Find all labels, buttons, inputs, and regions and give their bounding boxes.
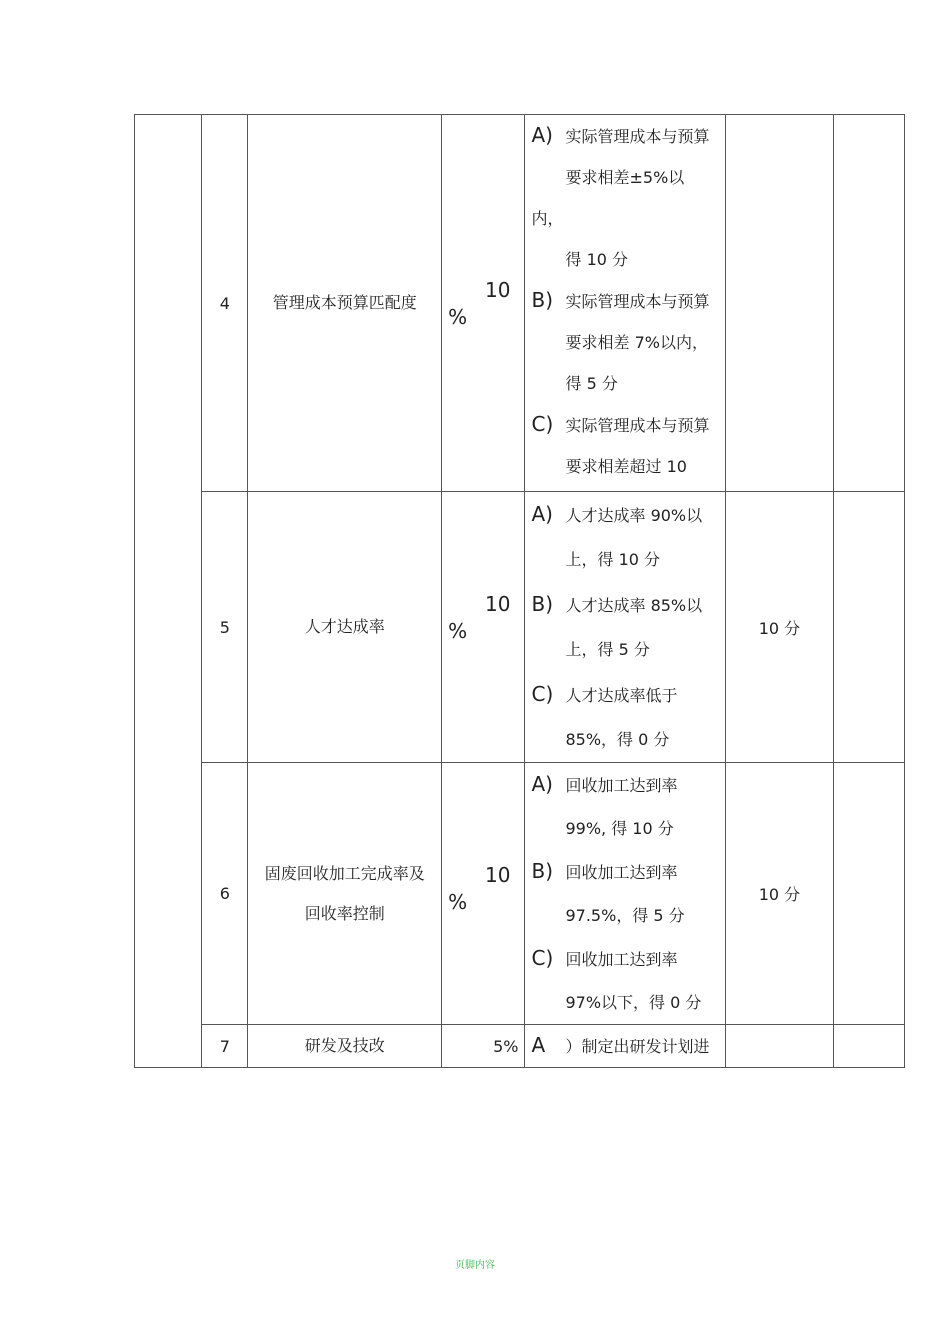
criteria-line bbox=[531, 363, 721, 404]
criteria-text: 上，得 5 分 bbox=[565, 640, 650, 659]
row-number: 5 bbox=[202, 492, 248, 763]
criteria-option-letter: B) bbox=[531, 592, 554, 616]
criteria-line bbox=[531, 492, 721, 538]
criteria-line bbox=[531, 628, 721, 672]
weight-value: 10 bbox=[485, 278, 511, 302]
indicator-name-line: 管理成本预算匹配度 bbox=[272, 293, 417, 312]
criteria-option-letter: A bbox=[531, 1033, 546, 1057]
table-row bbox=[135, 492, 905, 763]
criteria-cell bbox=[525, 763, 726, 1025]
score-cell bbox=[726, 115, 833, 492]
criteria-cell bbox=[525, 492, 726, 763]
criteria-text: 人才达成率低于 bbox=[565, 686, 678, 705]
row-number: 4 bbox=[202, 115, 248, 492]
criteria-option-letter: C) bbox=[531, 946, 554, 970]
page-footer: 页脚内容 bbox=[455, 1260, 495, 1271]
criteria-text: 实际管理成本与预算 bbox=[565, 127, 710, 146]
score-value: 10 分 bbox=[758, 885, 801, 904]
indicator-name bbox=[248, 763, 442, 1025]
criteria-line bbox=[531, 718, 721, 762]
remark-cell bbox=[833, 115, 904, 492]
weight-cell: 5% bbox=[442, 1025, 525, 1068]
criteria-text: 实际管理成本与预算 bbox=[565, 416, 710, 435]
criteria-line bbox=[531, 937, 721, 981]
criteria-text: 要求相差 7%以内， bbox=[565, 333, 708, 352]
remark-cell bbox=[833, 763, 904, 1025]
criteria-text: 要求相差±5%以 bbox=[565, 168, 685, 187]
criteria-line bbox=[531, 280, 721, 322]
indicator-name bbox=[248, 1025, 442, 1068]
criteria-option-letter: C) bbox=[531, 412, 554, 436]
criteria-line bbox=[531, 538, 721, 582]
criteria-option-letter: A) bbox=[531, 502, 553, 526]
criteria-text: 99%, 得 10 分 bbox=[565, 819, 674, 838]
criteria-option-letter: A) bbox=[531, 123, 553, 147]
remark-cell bbox=[833, 492, 904, 763]
table-row bbox=[135, 115, 905, 492]
criteria-line bbox=[531, 850, 721, 894]
indicator-name-line: 回收率控制 bbox=[304, 903, 385, 923]
table-row bbox=[135, 763, 905, 1025]
criteria-line bbox=[531, 115, 721, 157]
criteria-option-letter: C) bbox=[531, 682, 554, 706]
criteria-text: ）制定出研发计划进 bbox=[565, 1037, 710, 1056]
row-number: 7 bbox=[202, 1025, 248, 1068]
indicator-name bbox=[248, 492, 442, 763]
criteria-line bbox=[531, 582, 721, 628]
criteria-line bbox=[531, 446, 721, 487]
criteria-text: 人才达成率 90%以 bbox=[565, 506, 703, 525]
criteria-text: 实际管理成本与预算 bbox=[565, 292, 710, 311]
criteria-line bbox=[531, 322, 721, 363]
score-cell bbox=[726, 492, 833, 763]
weight-cell bbox=[442, 763, 525, 1025]
criteria-line bbox=[531, 807, 721, 850]
criteria-option-letter: B) bbox=[531, 288, 554, 312]
criteria-text: 上，得 10 分 bbox=[565, 550, 661, 569]
score-value: 10 分 bbox=[758, 618, 801, 638]
criteria-line bbox=[531, 672, 721, 718]
indicator-name-line: 研发及技改 bbox=[304, 1036, 385, 1055]
criteria-cell bbox=[525, 115, 726, 492]
criteria-line bbox=[531, 981, 721, 1024]
kpi-table bbox=[134, 114, 905, 1068]
criteria-text: 回收加工达到率 bbox=[565, 863, 678, 882]
criteria-cell bbox=[525, 1025, 726, 1068]
indicator-name bbox=[248, 115, 442, 492]
criteria-option-letter: A) bbox=[531, 772, 553, 796]
score-cell bbox=[726, 1025, 833, 1068]
score-cell bbox=[726, 763, 833, 1025]
category-cell bbox=[135, 115, 202, 1068]
criteria-line bbox=[531, 894, 721, 937]
criteria-text: 97.5%，得 5 分 bbox=[565, 906, 685, 925]
weight-cell bbox=[442, 115, 525, 492]
weight-cell bbox=[442, 492, 525, 763]
criteria-text: 97%以下，得 0 分 bbox=[565, 993, 702, 1012]
criteria-text: 人才达成率 85%以 bbox=[565, 596, 703, 615]
criteria-line bbox=[531, 763, 721, 807]
row-number: 6 bbox=[202, 763, 248, 1025]
criteria-text: 内， bbox=[531, 209, 564, 228]
criteria-text: 要求相差超过 10 bbox=[565, 457, 687, 476]
criteria-line bbox=[531, 1025, 721, 1067]
criteria-line bbox=[531, 239, 721, 280]
table-row bbox=[135, 1025, 905, 1068]
criteria-line bbox=[531, 198, 721, 239]
weight-value: 10 bbox=[485, 863, 511, 887]
criteria-line bbox=[531, 404, 721, 446]
criteria-text: 85%，得 0 分 bbox=[565, 730, 670, 749]
indicator-name-line: 固废回收加工完成率及 bbox=[264, 863, 425, 883]
remark-cell bbox=[833, 1025, 904, 1068]
criteria-line bbox=[531, 157, 721, 198]
criteria-text: 回收加工达到率 bbox=[565, 950, 678, 969]
weight-value: 10 bbox=[485, 592, 511, 616]
indicator-name-line: 人才达成率 bbox=[304, 617, 385, 636]
weight-percent: % bbox=[448, 305, 468, 329]
weight-percent: % bbox=[448, 890, 468, 914]
criteria-text: 得 10 分 bbox=[565, 250, 629, 269]
weight-percent: % bbox=[448, 619, 468, 643]
criteria-text: 得 5 分 bbox=[565, 374, 618, 393]
criteria-text: 回收加工达到率 bbox=[565, 776, 678, 795]
criteria-option-letter: B) bbox=[531, 859, 554, 883]
